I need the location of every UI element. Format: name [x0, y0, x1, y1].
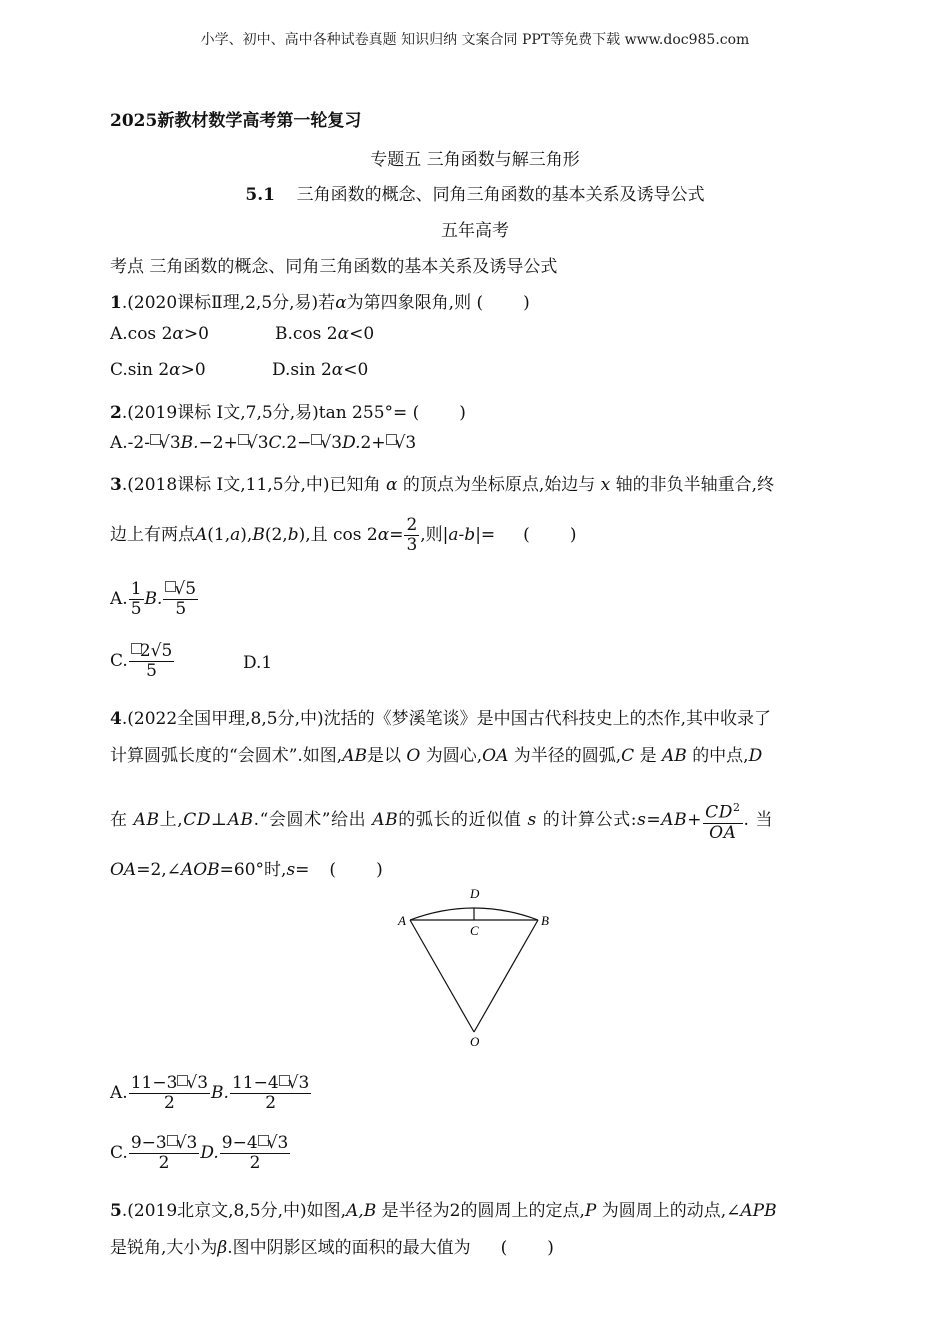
- q4-options-cd: [110, 1134, 291, 1173]
- q3-b-coord: (2,: [264, 525, 288, 545]
- q4-b-den: 2: [265, 1093, 277, 1113]
- q4-l3e: 的计算公式:: [542, 809, 638, 830]
- q4-figure-label-b: B: [541, 913, 549, 928]
- q5-apb: APB: [740, 1201, 777, 1221]
- q2-d-radical: √3: [394, 433, 417, 453]
- q2-b-expr: −2+: [198, 433, 238, 453]
- kaodian-heading: 考点 三角函数的概念、同角三角函数的基本关系及诱导公式: [110, 257, 558, 277]
- q3-a-fraction: [129, 580, 144, 619]
- q4-formula-cd: CD: [705, 802, 733, 823]
- q4-l2f: 的中点,: [692, 746, 749, 766]
- q3-tail2: |=: [475, 525, 496, 545]
- q1-a-text: A.cos 2: [110, 324, 173, 344]
- q4-l4-s: s: [286, 860, 296, 880]
- q4-c: C: [621, 746, 635, 766]
- q3-b-fraction: [163, 580, 198, 619]
- q3-c-fraction: [129, 642, 174, 681]
- q3-a-label: A.: [110, 589, 128, 609]
- q3-close-paren: ): [569, 525, 577, 545]
- q4-s: s: [527, 809, 537, 830]
- q5-stem-line1: [110, 1196, 777, 1221]
- q4-b-fraction: [230, 1074, 311, 1113]
- q3-option-b[interactable]: [144, 579, 200, 619]
- q5-text2: 是半径为2的圆周上的定点,: [381, 1201, 585, 1221]
- five-years-heading: 五年高考: [441, 221, 509, 241]
- q4-l3d: 的弧长的近似值: [398, 809, 522, 830]
- q1-a-cmp: >0: [183, 324, 209, 344]
- q4-l2d: 为半径的圆弧,: [513, 746, 622, 766]
- q1-stem-text2: 为第四象限角,则 (: [346, 293, 484, 313]
- q4-l2b: 是以: [366, 746, 401, 766]
- page-header: 小学、初中、高中各种试卷真题 知识归纳 文案合同 PPT等免费下载 www.doc985.com: [200, 32, 750, 48]
- q3-b-num-wrap: [163, 580, 198, 600]
- q4-figure: [390, 880, 560, 1050]
- q4-figure-label-c: C: [470, 923, 479, 938]
- q1-c-text: C.sin 2: [110, 360, 170, 380]
- q3-fraction: [404, 516, 419, 555]
- q4-arc-ab2: AB: [133, 809, 160, 830]
- q4-option-a[interactable]: [110, 1073, 211, 1113]
- q3-l2-text: 边上有两点: [110, 525, 195, 545]
- q4-formula-den: OA: [709, 822, 737, 843]
- q3-number: 3: [110, 475, 122, 495]
- q3-frac-num: 2: [406, 515, 418, 535]
- q4-d-num: [220, 1134, 291, 1154]
- q4-c-den: 2: [158, 1153, 170, 1173]
- q5-stem-line2: [110, 1233, 554, 1258]
- q2-b-radical: √3: [246, 433, 269, 453]
- q3-c-num-wrap: [129, 642, 174, 662]
- q4-formula-num: [703, 798, 742, 824]
- q4-arc-ab3: AB: [372, 809, 399, 830]
- q4-text1: .(2022全国甲理,8,5分,中)沈括的《梦溪笔谈》是中国古代科技史上的杰作,其中收录了: [121, 709, 772, 729]
- q4-l4c: =60°时,: [219, 860, 287, 880]
- q3-eq: =: [389, 525, 404, 545]
- q4-stem-line4: [110, 855, 383, 880]
- q2-close-paren: ): [459, 403, 466, 423]
- q4-formula-fraction: [703, 798, 742, 843]
- q4-c-num: [129, 1134, 200, 1154]
- q3-text3: 轴的非负半轴重合,终: [615, 475, 775, 495]
- q4-b-num: [230, 1074, 311, 1094]
- q3-point-a: A: [195, 525, 208, 545]
- q5-number: 5: [110, 1201, 122, 1221]
- q3-point-b: B: [252, 525, 265, 545]
- q4-figure-label-o: O: [470, 1034, 480, 1049]
- q4-arc-ab: AB: [342, 746, 367, 766]
- q4-d-den: 2: [249, 1153, 261, 1173]
- q4-a-fraction: [129, 1074, 210, 1113]
- q1-b-cmp: <0: [349, 324, 375, 344]
- section-number: 5.1: [245, 185, 275, 205]
- q3-a-den: 5: [130, 599, 142, 619]
- q3-frac-den: 3: [406, 535, 418, 555]
- q3-options-ab: [110, 580, 199, 619]
- q4-formula-lhs: s=AB+: [637, 809, 703, 830]
- q2-number: 2: [110, 403, 122, 423]
- q4-l3b: 上,: [159, 809, 184, 830]
- q2-option-a[interactable]: [110, 433, 181, 453]
- q4-open-paren: (: [329, 860, 337, 880]
- q2-c-expr: 2−: [286, 433, 312, 453]
- q4-l2e: 是: [639, 746, 657, 766]
- q5-text3: 为圆周上的动点,∠: [601, 1201, 741, 1221]
- q4-d-num-r: √3: [266, 1133, 289, 1153]
- q5-beta: β: [217, 1238, 228, 1258]
- q4-aob: AOB: [180, 860, 220, 880]
- q1-alpha: α: [335, 293, 347, 313]
- section-name: 三角函数的概念、同角三角函数的基本关系及诱导公式: [296, 185, 705, 205]
- q2-a-radical: √3: [159, 433, 181, 453]
- q4-figure-ob: [474, 920, 538, 1032]
- q4-a-den: 2: [163, 1093, 175, 1113]
- q5-close-paren: ): [547, 1238, 554, 1258]
- q1-b-alpha: α: [337, 324, 350, 344]
- q4-a-num-a: 11−3: [130, 1073, 178, 1093]
- q4-c-num-r: √3: [175, 1133, 198, 1153]
- q5-open-paren: (: [500, 1238, 508, 1258]
- q1-stem-text: .(2020课标Ⅱ理,2,5分,易)若: [121, 293, 336, 313]
- q1-option-a[interactable]: [110, 324, 209, 344]
- q2-d-expr: 2+: [360, 433, 386, 453]
- q3-option-d[interactable]: D.1: [243, 653, 273, 673]
- q1-a-alpha: α: [172, 324, 184, 344]
- q1-option-c[interactable]: [110, 360, 206, 380]
- q2-a-text: A.-2-: [110, 433, 150, 453]
- q4-a-num: [129, 1074, 210, 1094]
- q2-stem: [110, 398, 466, 423]
- q2-c-radical: √3: [320, 433, 343, 453]
- q1-option-d[interactable]: [272, 360, 368, 380]
- q4-d: D: [748, 746, 763, 766]
- q4-option-c[interactable]: [110, 1133, 200, 1173]
- q3-stem-line1: [110, 470, 774, 495]
- q4-c-num-a: 9−3: [130, 1133, 167, 1153]
- q2-stem-text: .(2019课标 Ⅰ文,7,5分,易)tan 255°= (: [121, 403, 420, 423]
- q3-stem-line2: [110, 516, 576, 555]
- q3-a-minus-b: a-b: [448, 525, 476, 545]
- q4-l4d: =: [295, 860, 310, 880]
- q3-a-num: 1: [130, 579, 142, 599]
- q3-c-label: C.: [110, 651, 128, 671]
- q1-stem: [110, 288, 530, 313]
- q4-number: 4: [110, 709, 122, 729]
- q5-l2b: .图中阴影区域的面积的最大值为: [227, 1238, 471, 1258]
- q2-b-label: B.: [180, 433, 199, 453]
- q4-ab: AB: [662, 746, 687, 766]
- q4-l3f: . 当: [743, 809, 774, 830]
- q2-d-label: D.: [342, 433, 361, 453]
- q2-option-c[interactable]: [269, 433, 343, 453]
- q3-var-b: b: [287, 525, 299, 545]
- q4-close-paren: ): [376, 860, 383, 880]
- q5-l2a: 是锐角,大小为: [110, 1238, 218, 1258]
- doc-title: 2025新教材数学高考第一轮复习: [110, 111, 362, 131]
- q3-b-den: 5: [175, 599, 187, 619]
- q2-option-d[interactable]: [342, 433, 416, 453]
- q3-option-c[interactable]: [110, 642, 175, 681]
- q4-stem-line3: [110, 798, 773, 843]
- q4-l3c: .“会圆术”给出: [253, 809, 367, 830]
- q3-x: x: [600, 475, 611, 495]
- q1-d-text: D.sin 2: [272, 360, 332, 380]
- q3-text2: 的顶点为坐标原点,始边与: [402, 475, 596, 495]
- q5-ab: A,B: [346, 1201, 377, 1221]
- q3-option-a[interactable]: [110, 579, 145, 619]
- q4-b-num-r: √3: [287, 1073, 310, 1093]
- q4-stem-line1: [110, 704, 771, 729]
- q4-b-label: B.: [211, 1083, 229, 1103]
- q4-options-ab: [110, 1074, 312, 1113]
- q4-l2a: 计算圆弧长度的“会圆术”.如图,: [110, 746, 343, 766]
- q4-b-num-a: 11−4: [231, 1073, 279, 1093]
- q4-option-b[interactable]: [211, 1073, 312, 1113]
- q3-b-label: B.: [144, 589, 163, 609]
- q4-c-fraction: [129, 1134, 200, 1173]
- q3-text1: .(2018课标 Ⅰ文,11,5分,中)已知角: [121, 475, 381, 495]
- section-title: [0, 180, 950, 205]
- q5-text1: .(2019北京文,8,5分,中)如图,: [121, 1201, 347, 1221]
- q3-var-a: a: [230, 525, 241, 545]
- q4-l2c: 为圆心,: [425, 746, 483, 766]
- q4-d-label: D.: [200, 1143, 219, 1163]
- q4-formula-sup: 2: [732, 801, 741, 814]
- q1-d-alpha: α: [331, 360, 344, 380]
- q3-c-den: 5: [146, 661, 157, 681]
- q4-stem-line2: [110, 741, 762, 766]
- q4-a-num-r: √3: [186, 1073, 209, 1093]
- q1-number: 1: [110, 293, 122, 313]
- q5-p: P: [584, 1201, 597, 1221]
- q1-b-text: B.cos 2: [275, 324, 338, 344]
- q3-c-num: 2√5: [139, 641, 173, 661]
- q4-l4b: =2,∠: [136, 860, 181, 880]
- q4-l4-oa: OA: [110, 860, 137, 880]
- q3-tail: ,则|: [420, 525, 449, 545]
- q4-option-d[interactable]: [200, 1133, 291, 1173]
- q3-a-coord: (1,: [207, 525, 231, 545]
- q2-c-label: C.: [268, 433, 287, 453]
- topic-title: 专题五 三角函数与解三角形: [370, 150, 580, 170]
- q4-cd-perp-ab: CD⊥AB: [183, 809, 254, 830]
- q1-c-alpha: α: [169, 360, 181, 380]
- q3-alpha2: α: [377, 525, 390, 545]
- q1-close-paren: ): [523, 293, 530, 313]
- q1-option-b[interactable]: [275, 324, 374, 344]
- q4-a-label: A.: [110, 1083, 128, 1103]
- q3-alpha: α: [385, 475, 398, 495]
- q2-options: [110, 433, 416, 453]
- q2-option-b[interactable]: [181, 433, 269, 453]
- q4-d-fraction: [220, 1134, 291, 1173]
- q4-c-label: C.: [110, 1143, 128, 1163]
- q3-b-end: ),且 cos 2: [298, 525, 378, 545]
- q4-oa: OA: [482, 746, 509, 766]
- q4-figure-label-d: D: [470, 886, 480, 901]
- q1-c-cmp: >0: [180, 360, 206, 380]
- q4-l3a: 在: [110, 809, 128, 830]
- q4-figure-oa: [410, 920, 474, 1032]
- q3-a-end: ),: [240, 525, 253, 545]
- q4-d-num-a: 9−4: [221, 1133, 258, 1153]
- q1-d-cmp: <0: [343, 360, 369, 380]
- q3-open-paren: (: [523, 525, 530, 545]
- q4-o: O: [406, 746, 421, 766]
- q4-figure-label-a: A: [398, 913, 406, 928]
- q3-b-num: √5: [174, 579, 197, 599]
